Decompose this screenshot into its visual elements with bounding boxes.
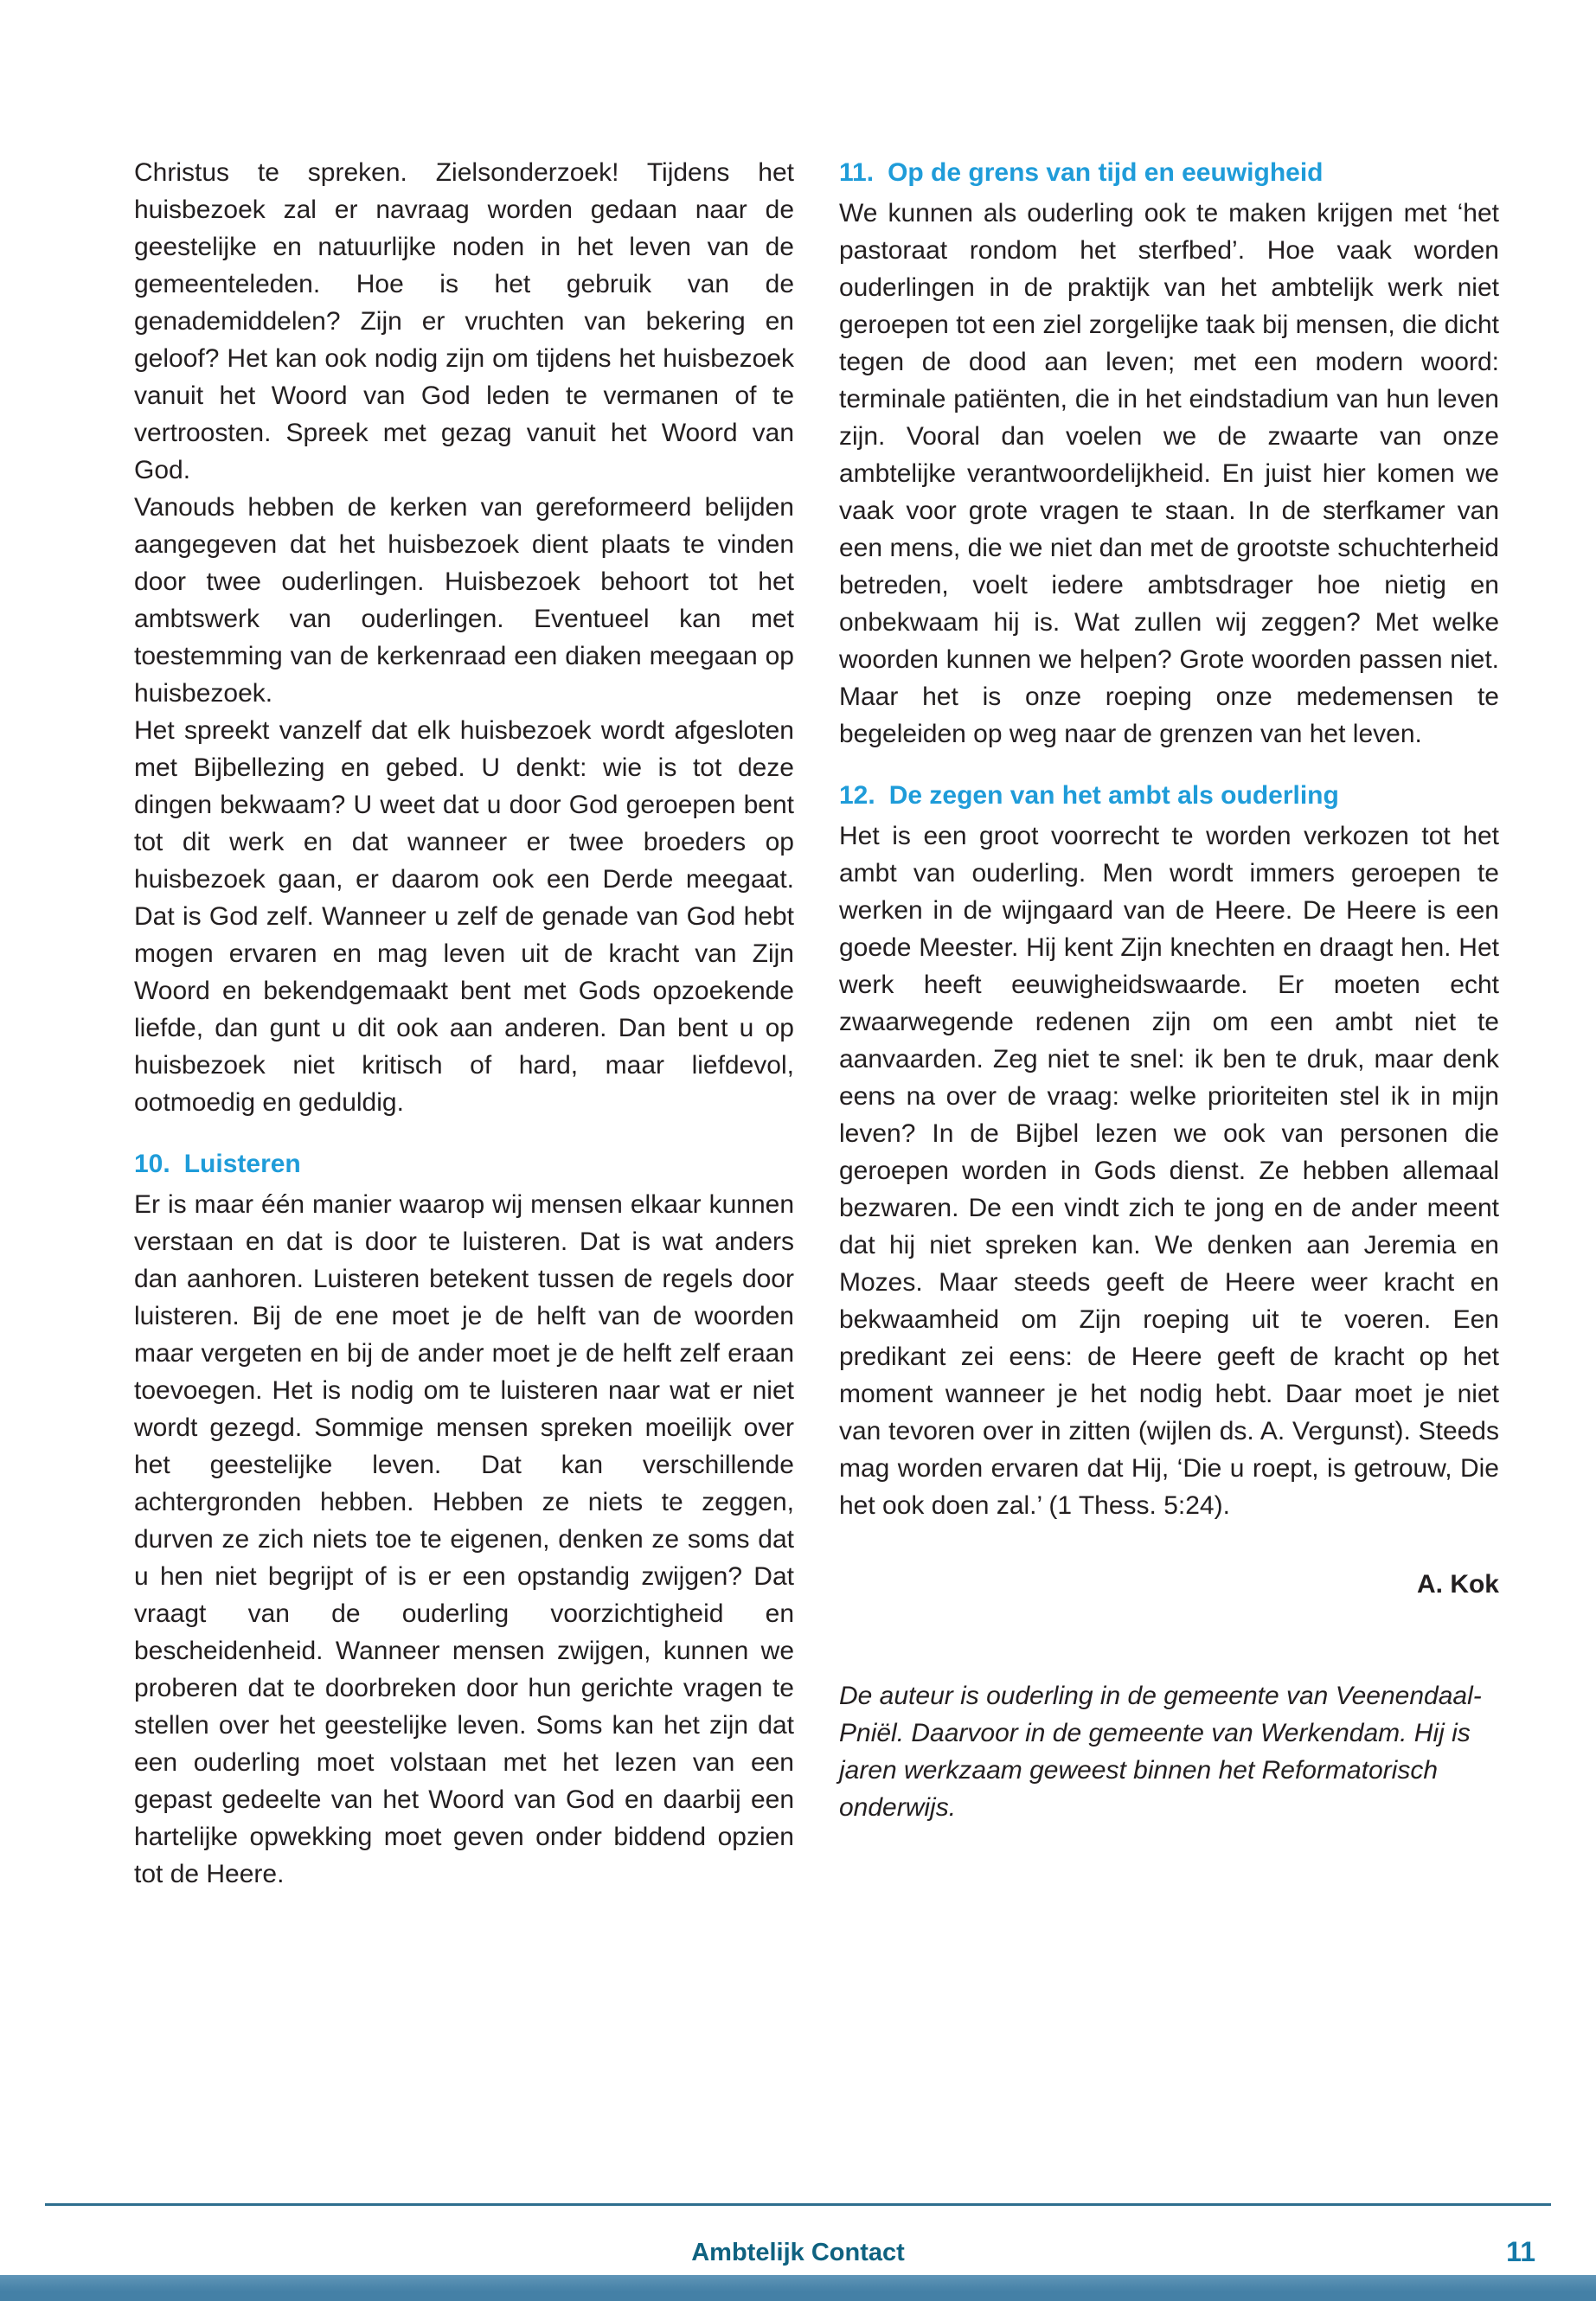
body-paragraph: Het spreekt vanzelf dat elk huisbezoek wordt afgesloten met Bijbellezing en gebed. U denkt: wie is tot deze dingen bekwaam? U weet dat u door God geroepen bent tot dit werk en dat wanneer er twee broeders op huisbezoek gaan, er daarom ook een Derde meegaat. Dat is God zelf. Wanneer u zelf de genade van God hebt mogen ervaren en mag leven uit de kracht van Zijn Woord en bekendgemaakt bent met Gods opzoekende liefde, dan gunt u dit ook aan anderen. Dan bent u op huisbezoek niet kritisch of hard, maar liefdevol, ootmoedig en geduldig. <box>134 716 794 1117</box>
footer-rule <box>45 2203 1551 2206</box>
section-number: 11. <box>839 158 875 187</box>
author-bio: De auteur is ouderling in de gemeente van Veenendaal-Pniël. Daarvoor in de gemeente van Werkendam. Hij is jaren werkzaam geweest binnen het Reformatorisch onderwijs. <box>839 1682 1482 1822</box>
body-paragraph: Vanouds hebben de kerken van gereformeerd belijden aangegeven dat het huisbezoek dient plaats te vinden door twee ouderlingen. Huisbezoek behoort tot het ambtswerk van ouderlingen. Eventueel kan met toestemming van de kerkenraad een diaken meegaan op huisbezoek. <box>134 493 794 708</box>
journal-title: Ambtelijk Contact <box>691 2239 905 2266</box>
section-heading-12 <box>839 777 1499 814</box>
section-heading-11 <box>839 154 1499 191</box>
body-paragraph: Het is een groot voorrecht te worden verkozen tot het ambt van ouderling. Men wordt immers geroepen te werken in de wijngaard van de Heere. De Heere is een goede Meester. Hij kent Zijn knechten en draagt hen. Het werk heeft eeuwigheidswaarde. Er moeten echt zwaarwegende redenen zijn om een ambt niet te aanvaarden. Zeg niet te snel: ik ben te druk, maar denk eens na over de vraag: welke prioriteiten stel ik in mijn leven? In de Bijbel lezen we ook van personen die geroepen worden in Gods dienst. Ze hebben allemaal bezwaren. De een vindt zich te jong en de ander meent dat hij niet spreken kan. We denken aan Jeremia en Mozes. Maar steeds geeft de Heere weer kracht en bekwaamheid om Zijn roeping uit te voeren. Een predikant zei eens: de Heere geeft de kracht op het moment wanneer je het nodig hebt. Daar moet je niet van tevoren over in zitten (wijlen ds. A. Vergunst). Steeds mag worden ervaren dat Hij, ‘Die u roept, is getrouw, Die het ook doen zal.’ (1 Thess. 5:24). <box>839 822 1499 1520</box>
section-number: 12. <box>839 781 875 810</box>
author-signature: A. Kok <box>1416 1570 1499 1599</box>
left-column <box>134 154 794 1893</box>
bottom-bar <box>0 2275 1596 2301</box>
body-paragraph: Christus te spreken. Zielsonderzoek! Tijdens het huisbezoek zal er navraag worden gedaan naar de geestelijke en natuurlijke noden in het leven van de gemeenteleden. Hoe is het gebruik van de genademiddelen? Zijn er vruchten van bekering en geloof? Het kan ook nodig zijn om tijdens het huisbezoek vanuit het Woord van God leden te vermanen of te vertroosten. Spreek met gezag vanuit het Woord van God. <box>134 158 794 484</box>
page-number: 11 <box>1506 2236 1535 2267</box>
section-title: Op de grens van tijd en eeuwigheid <box>888 158 1324 187</box>
body-paragraph: Er is maar één manier waarop wij mensen elkaar kunnen verstaan en dat is door te luisteren. Dat is wat anders dan aanhoren. Luisteren betekent tussen de regels door luisteren. Bij de ene moet je de helft van de woorden maar vergeten en bij de ander moet je de helft zelf eraan toevoegen. Het is nodig om te luisteren naar wat er niet wordt gezegd. Sommige mensen spreken moeilijk over het geestelijke leven. Dat kan verschillende achtergronden hebben. Hebben ze niets te zeggen, durven ze zich niets toe te eigenen, denken ze soms dat u hen niet begrijpt of is er een opstandig zwijgen? Dat vraagt van de ouderling voorzichtigheid en bescheidenheid. Wanneer mensen zwijgen, kunnen we proberen dat te doorbreken door hun gerichte vragen te stellen over het geestelijke leven. Soms kan het zijn dat een ouderling moet volstaan met het lezen van een gepast gedeelte van het Woord van God en daarbij een hartelijke opwekking moet geven onder biddend opzien tot de Heere. <box>134 1190 794 1888</box>
section-number: 10. <box>134 1150 170 1178</box>
right-column <box>839 154 1499 1893</box>
section-heading-10 <box>134 1145 794 1183</box>
article-body <box>134 154 1499 1893</box>
body-paragraph: We kunnen als ouderling ook te maken krijgen met ‘het pastoraat rondom het sterfbed’. Hoe vaak worden ouderlingen in de praktijk van het ambtelijk werk niet geroepen tot een ziel zorgelijke taak bij mensen, die dicht tegen de dood aan leven; met een modern woord: terminale patiënten, die in het eindstadium van hun leven zijn. Vooral dan voelen we de zwaarte van onze ambtelijke verantwoordelijkheid. En juist hier komen we vaak voor grote vragen te staan. In de sterfkamer van een mens, die we niet dan met de grootste schuchterheid betreden, voelt iedere ambtsdrager hoe nietig en onbekwaam hij is. Wat zullen wij zeggen? Met welke woorden kunnen we helpen? Grote woorden passen niet. Maar het is onze roeping onze medemensen te begeleiden op weg naar de grenzen van het leven. <box>839 199 1499 748</box>
section-title: De zegen van het ambt als ouderling <box>888 781 1339 810</box>
section-title: Luisteren <box>183 1150 301 1178</box>
